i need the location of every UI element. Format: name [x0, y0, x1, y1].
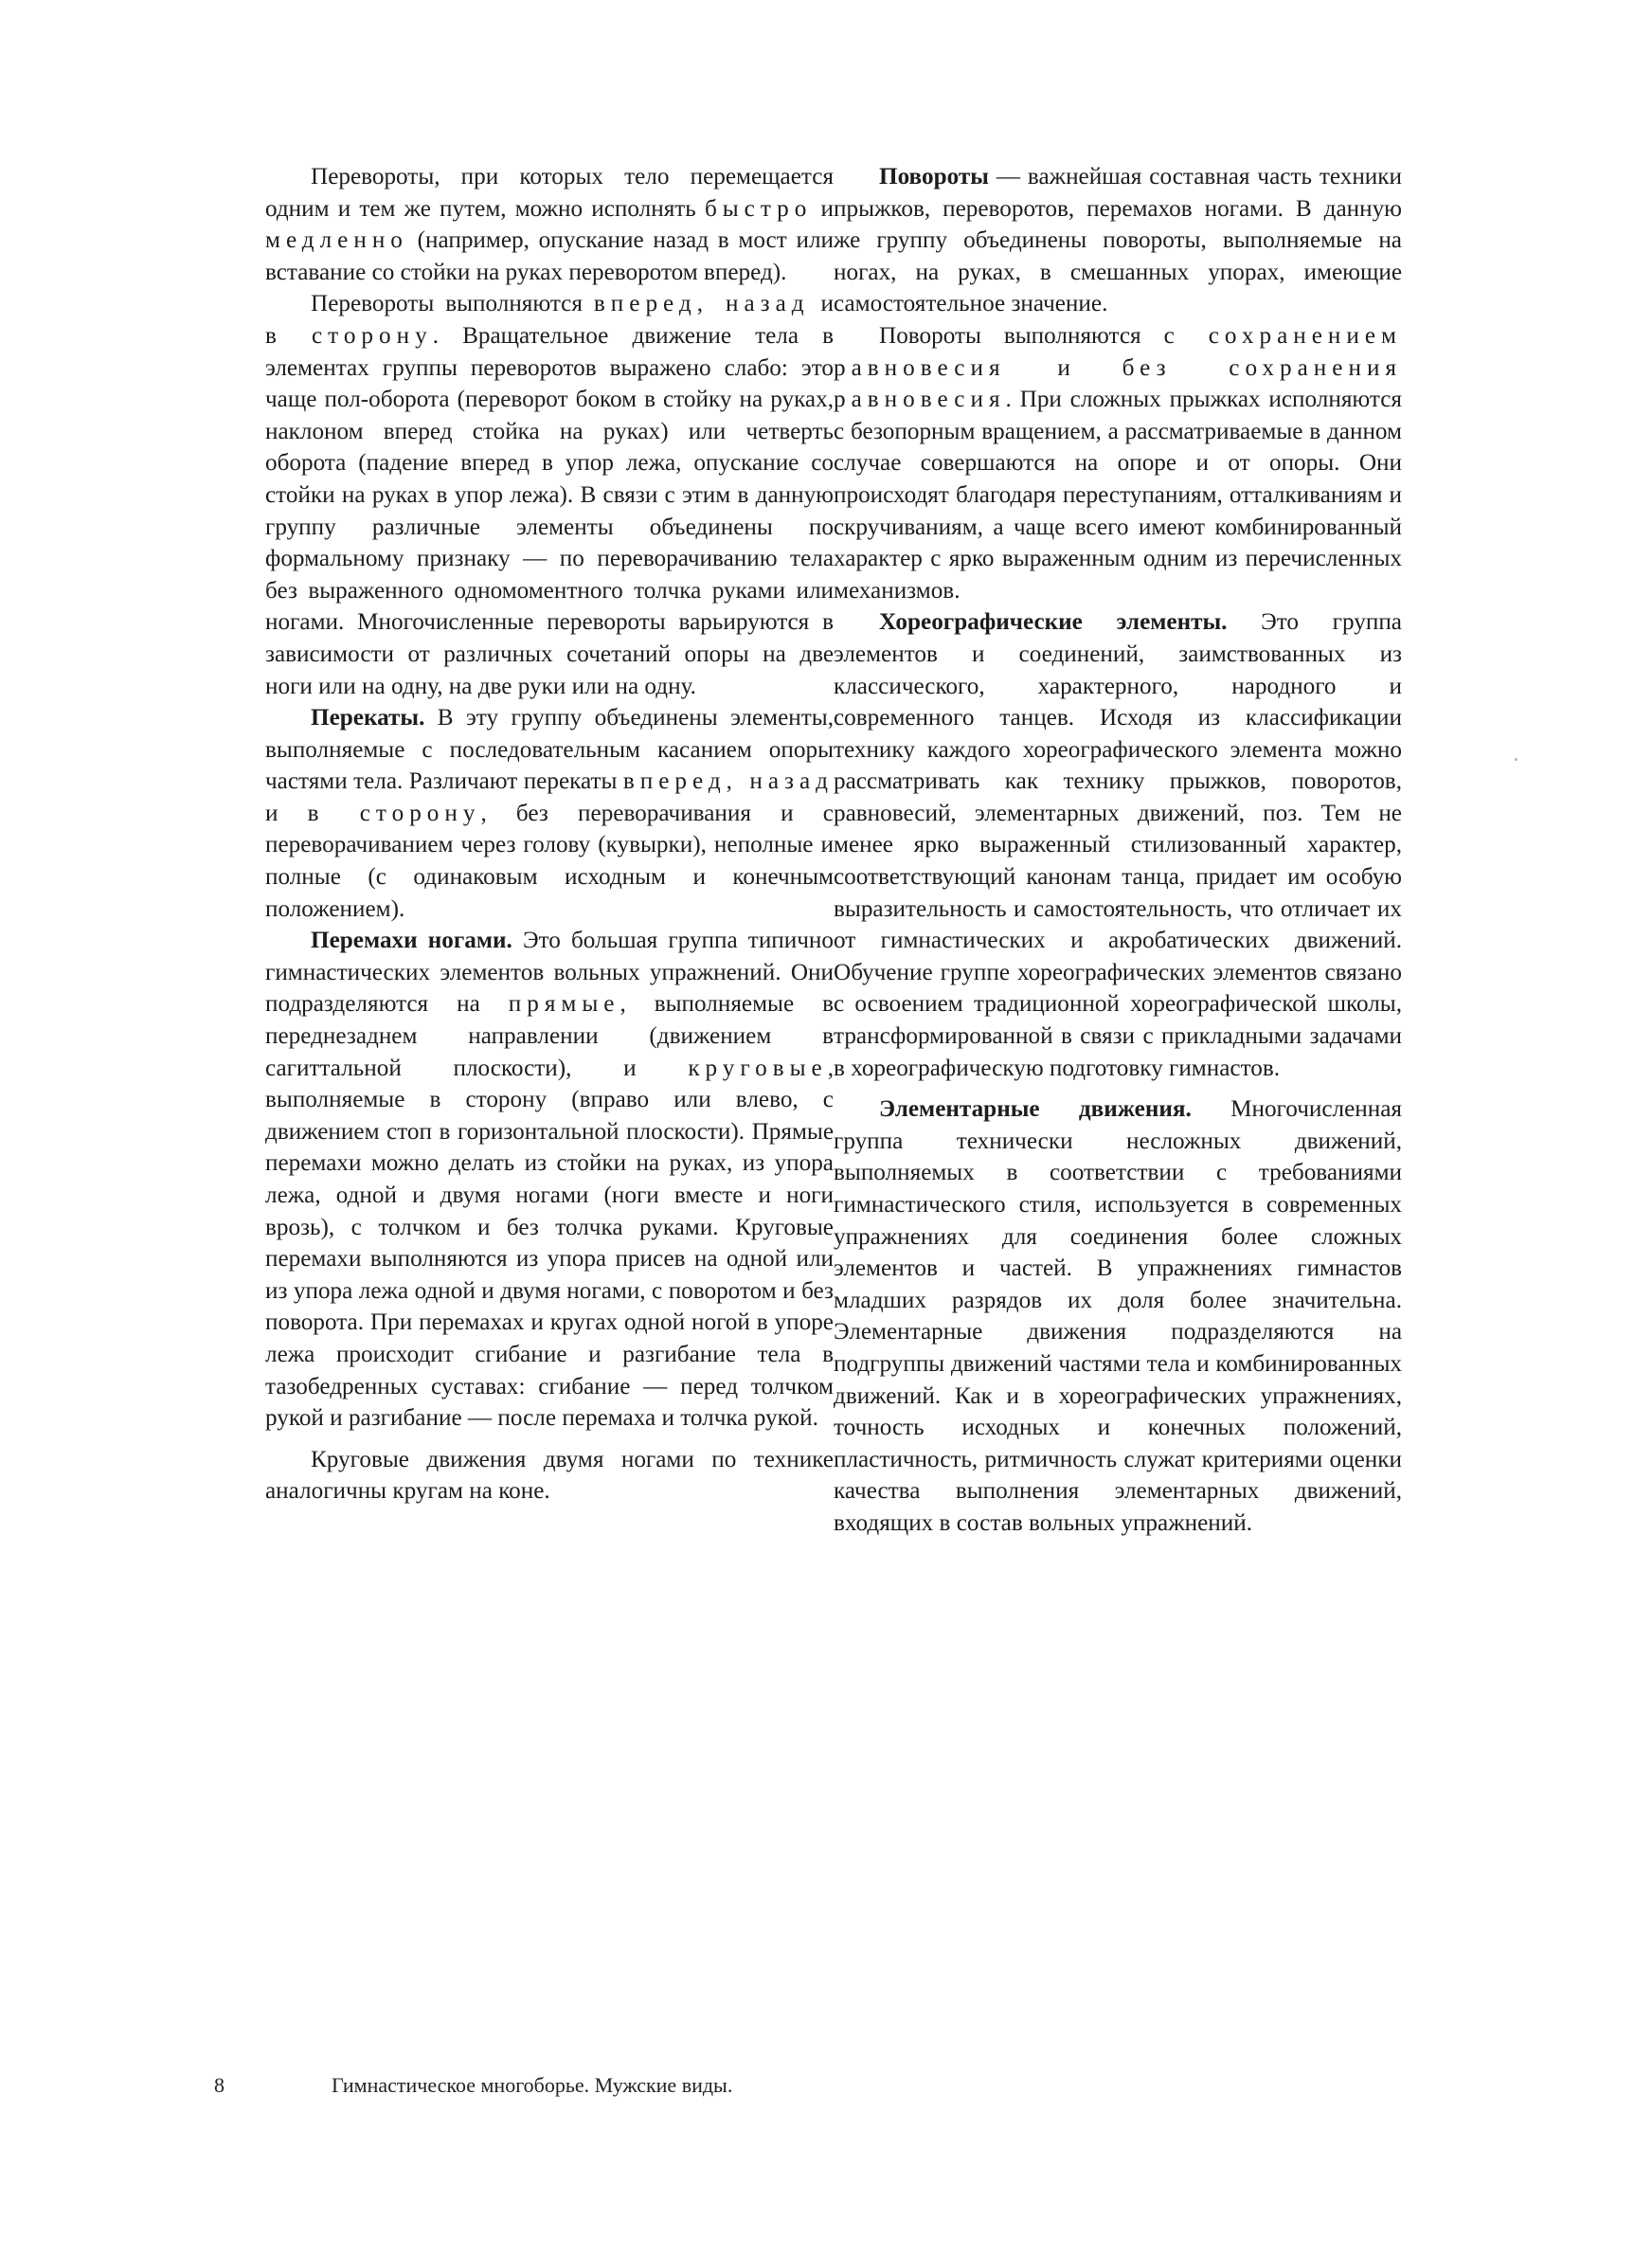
text-run: и [1005, 354, 1122, 381]
spaced-emphasis: в сторону [307, 800, 481, 826]
paragraph-povoroty-balance [834, 320, 1402, 606]
page-number: 8 [214, 2073, 224, 2097]
spaced-emphasis: вперед, назад [593, 291, 810, 317]
section-term: Перемахи ногами. [311, 928, 512, 954]
text-run: В эту группу объединены элементы, выполняемые с последовательным касанием опоры частями тела. Различают перекаты [265, 705, 834, 795]
text-run: Перевороты, при которых тело перемещается одним и тем же путем, можно исполнять [265, 164, 834, 222]
paragraph-peremakhi [265, 925, 834, 1435]
spaced-emphasis: медленно [265, 227, 408, 254]
text-run: , без переворачивания и с переворачиванием через голову (кувырки), неполные и полные (с одинаковым исходным и конечным положением). [265, 800, 834, 922]
text-run: . Вращательное движение тела в элементах группы переворотов выражено слабо: это чаще пол-оборота (переворот боком в стойку на руках, наклоном вперед стойка на руках) или четверть оборота (падение вперед в упор лежа, опускание со стойки на руках в упор лежа). В связи с этим в данную группу различные элементы объединены по формальному признаку — по переворачиванию тела без выраженного одномоментного толчка руками или ногами. Многочисленные перевороты варьируются в зависимости от различных сочетаний опоры на две ноги или на одну, на две руки или на одну. [265, 322, 834, 699]
text-run: Повороты выполняются [879, 322, 1164, 349]
text-run: , выполняемые в сторону (вправо или влево, с движением стоп в горизонтальной плоскости). Прямые перемахи можно делать из стойки на руках, из упора лежа, одной и двумя ногами (ноги вместе и ноги врозь), с толчком и без толчка руками. Круговые перемахи выполняются из упора присев на одной или из упора лежа одной и двумя ногами, с поворотом и без поворота. При перемахах и кругах одной ногой в упоре лежа происходит сгибание и разгибание тела в тазобедренных суставах: сгибание — перед толчком рукой и разгибание — после перемаха и толчка рукой. [265, 1055, 834, 1432]
text-run: Перевороты выполняются [311, 291, 594, 317]
right-column [834, 161, 1402, 1540]
spaced-emphasis: прямые [508, 991, 620, 1018]
spaced-emphasis: быстро [704, 195, 813, 222]
left-column [265, 161, 834, 1508]
paragraph-elementary-movements [834, 1093, 1402, 1539]
paragraph-perekaty [265, 702, 834, 925]
text-run: , выполняемые в переднезаднем направлении (движением в сагиттальной плоскости), и [265, 991, 834, 1081]
text-run: и [809, 291, 835, 317]
spaced-emphasis: круговые [688, 1055, 828, 1081]
text-run: . При сложных прыжках исполняются с безопорным вращением, а рассматриваемые в данном случае совершаются на опоре и от опоры. Они происходят благодаря переступаниям, отталкиваниям и скручиваниям, а чаще всего имеют комбинированный характер с ярко выраженным одним из перечисленных механизмов. [834, 387, 1402, 604]
paragraph-povoroty [834, 161, 1402, 320]
text-run: (например, опускание назад в мост или вставание со стойки на руках переворотом вперед). [265, 227, 834, 285]
spaced-emphasis: без сохранения равновесия [834, 354, 1403, 413]
section-term: Хореографические элементы. [879, 609, 1228, 636]
spaced-emphasis: в сторону [265, 322, 433, 349]
text-run: — важнейшая составная часть техники прыжков, переворотов, перемахов ногами. В данную же группу объединены повороты, выполняемые на ногах, на руках, в смешанных упорах, имеющие самостоятельное значение. [834, 164, 1402, 317]
text-run: и [265, 800, 308, 826]
scan-speck [1515, 758, 1517, 761]
text-run: Это группа элементов и соединений, заимствованных из классического, характерного, народного и современного танцев. Исходя из классификации технику каждого хореографического элемента можно рассматривать как технику прыжков, поворотов, равновесий, элементарных движений, поз. Тем не менее ярко выраженный стилизованный характер, соответствующий канонам танца, придает им особую выразительность и самостоятельность, что отличает их от гимнастических и акробатических движений. Обучение группе хореографических элементов связано с освоением традиционной хореографической школы, трансформированной в связи с прикладными задачами в хореографическую подготовку гимнастов. [834, 609, 1402, 1081]
running-title: Гимнастическое многоборье. Мужские виды. [332, 2073, 733, 2097]
text-run: и [812, 195, 834, 222]
page-footer [214, 2071, 732, 2100]
section-term: Повороты [879, 164, 989, 190]
section-term: Перекаты. [311, 705, 425, 731]
paragraph-perevoroty-speed [265, 161, 834, 288]
paragraph-choreography [834, 606, 1402, 1084]
paragraph-krugovye: Круговые движения двумя ногами по технике аналогичны кругам на коне. [265, 1446, 834, 1505]
paragraph-perevoroty-directions [265, 288, 834, 702]
text-run: Многочисленная группа технически несложных движений, выполняемых в соответствии с требованиями гимнастического стиля, используется в современных упражнениях для соединения более сложных элементов и частей. В упражнениях гимнастов младших разрядов их доля более значительна. Элементарные движения подразделяются на подгруппы движений частями тела и комбинированных движений. Как и в хореографических упражнениях, точность исходных и конечных положений, пластичность, ритмичность служат критериями оценки качества выполнения элементарных движений, входящих в состав вольных упражнений. [834, 1096, 1402, 1536]
spaced-emphasis: с сохранением равновесия [834, 322, 1402, 381]
spaced-emphasis: вперед, назад [622, 768, 834, 795]
section-term: Элементарные движения. [879, 1096, 1192, 1123]
text-run: Это большая группа типично гимнастических элементов вольных упражнений. Они подразделяются на [265, 928, 834, 1018]
